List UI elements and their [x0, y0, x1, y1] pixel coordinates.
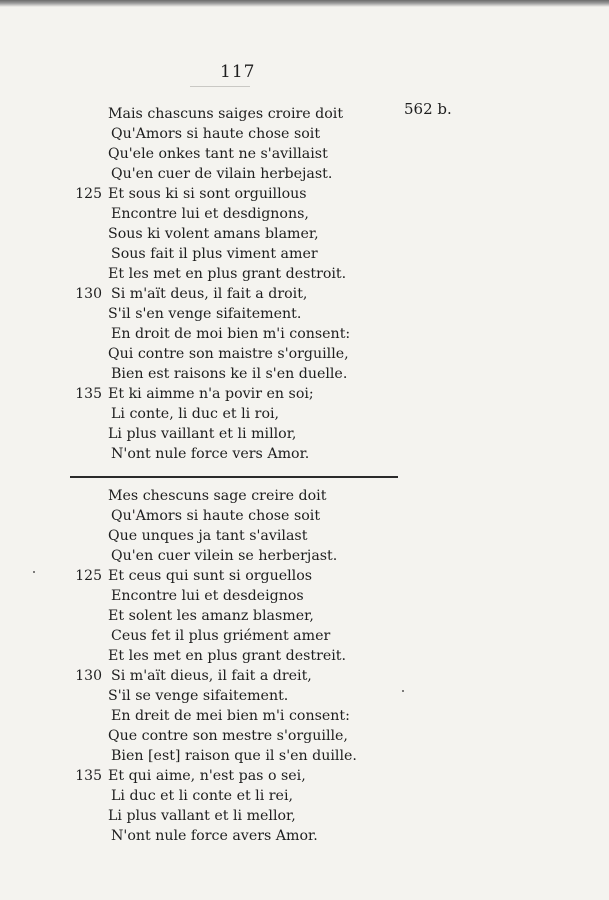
verse-text: Bien [est] raison que il s'en duille. — [111, 748, 357, 764]
verse-line — [108, 144, 438, 164]
verse-text: Et ceus qui sunt si orguellos — [108, 568, 313, 584]
page-number: 117 — [220, 62, 256, 82]
verse-line — [75, 566, 438, 586]
verse-line — [75, 284, 438, 304]
verse-line — [108, 244, 438, 264]
verse-line — [108, 104, 438, 124]
verse-text: N'ont nule force avers Amor. — [111, 828, 318, 844]
verse-line — [75, 184, 438, 204]
verse-line — [108, 706, 438, 726]
verse-line — [108, 164, 438, 184]
verse-line — [108, 646, 438, 666]
verse-text: Ceus fet il plus griément amer — [111, 628, 331, 644]
verse-text: Et solent les amanz blasmer, — [108, 608, 314, 624]
verse-text: Qu'en cuer vilein se herberjast. — [111, 548, 338, 564]
verse-line — [108, 526, 438, 546]
verse-text: Si m'aït dieus, il fait a dreit, — [111, 668, 312, 684]
verse-line — [108, 304, 438, 324]
verse-line — [108, 746, 438, 766]
verse-line — [108, 606, 438, 626]
verse-line — [108, 726, 438, 746]
verse-text: Qu'Amors si haute chose soit — [111, 126, 321, 142]
page-number-underline — [190, 86, 250, 87]
line-number: 135 — [75, 386, 102, 402]
verse-text: Mes chescuns sage creire doit — [108, 488, 327, 504]
verse-text: Que unques ja tant s'avilast — [108, 528, 308, 544]
verse-block-version-a — [75, 104, 438, 464]
verse-text: Que contre son mestre s'orguille, — [108, 728, 348, 744]
verse-line — [108, 264, 438, 284]
verse-text: N'ont nule force vers Amor. — [111, 446, 310, 462]
verse-text: Li conte, li duc et li roi, — [111, 406, 280, 422]
verse-line — [108, 324, 438, 344]
verse-text: Et qui aime, n'est pas o sei, — [108, 768, 306, 784]
verse-line — [108, 546, 438, 566]
verse-text: Mais chascuns saiges croire doit — [108, 106, 344, 122]
verse-text: Sous fait il plus viment amer — [111, 246, 318, 262]
page-top-edge — [0, 0, 609, 7]
verse-line — [108, 344, 438, 364]
verse-block-version-b — [75, 486, 438, 846]
verse-text: Qui contre son maistre s'orguille, — [108, 346, 349, 362]
verse-text: Bien est raisons ke il s'en duelle. — [111, 366, 348, 382]
verse-text: S'il s'en venge sifaitement. — [108, 306, 302, 322]
verse-text: Sous ki volent amans blamer, — [108, 226, 319, 242]
verse-text: Qu'en cuer de vilain herbejast. — [111, 166, 333, 182]
verse-text: Si m'aït deus, il fait a droit, — [111, 286, 308, 302]
verse-text: Et les met en plus grant destroit. — [108, 266, 347, 282]
folio-reference: 562 b. — [404, 100, 452, 118]
verse-line — [108, 124, 438, 144]
line-number: 130 — [75, 668, 102, 684]
section-divider — [70, 476, 398, 478]
verse-line — [108, 424, 438, 444]
verse-text: Et sous ki si sont orguillous — [108, 186, 307, 202]
verse-line — [108, 204, 438, 224]
verse-text: Encontre lui et desdeignos — [111, 588, 304, 604]
verse-text: En droit de moi bien m'i consent: — [111, 326, 351, 342]
verse-line — [108, 224, 438, 244]
verse-line — [75, 766, 438, 786]
verse-line — [108, 506, 438, 526]
verse-line — [108, 786, 438, 806]
paper-speck — [33, 571, 35, 573]
verse-line — [108, 686, 438, 706]
verse-text: Et les met en plus grant destreit. — [108, 648, 347, 664]
verse-line — [75, 666, 438, 686]
verse-text: Li plus vallant et li mellor, — [108, 808, 296, 824]
verse-text: Li duc et li conte et li rei, — [111, 788, 293, 804]
line-number: 135 — [75, 768, 102, 784]
verse-text: Et ki aimme n'a povir en soi; — [108, 386, 314, 402]
verse-line — [108, 444, 438, 464]
verse-text: Qu'Amors si haute chose soit — [111, 508, 321, 524]
verse-line — [108, 826, 438, 846]
line-number: 125 — [75, 568, 102, 584]
verse-text: Li plus vaillant et li millor, — [108, 426, 297, 442]
verse-line — [75, 384, 438, 404]
verse-text: S'il se venge sifaitement. — [108, 688, 289, 704]
verse-text: Encontre lui et desdignons, — [111, 206, 309, 222]
verse-line — [108, 364, 438, 384]
line-number: 130 — [75, 286, 102, 302]
verse-line — [108, 586, 438, 606]
verse-line — [108, 806, 438, 826]
line-number: 125 — [75, 186, 102, 202]
verse-text: Qu'ele onkes tant ne s'avillaist — [108, 146, 328, 162]
verse-line — [108, 486, 438, 506]
verse-line — [108, 626, 438, 646]
verse-line — [108, 404, 438, 424]
paper-speck — [402, 690, 404, 692]
verse-text: En dreit de mei bien m'i consent: — [111, 708, 350, 724]
